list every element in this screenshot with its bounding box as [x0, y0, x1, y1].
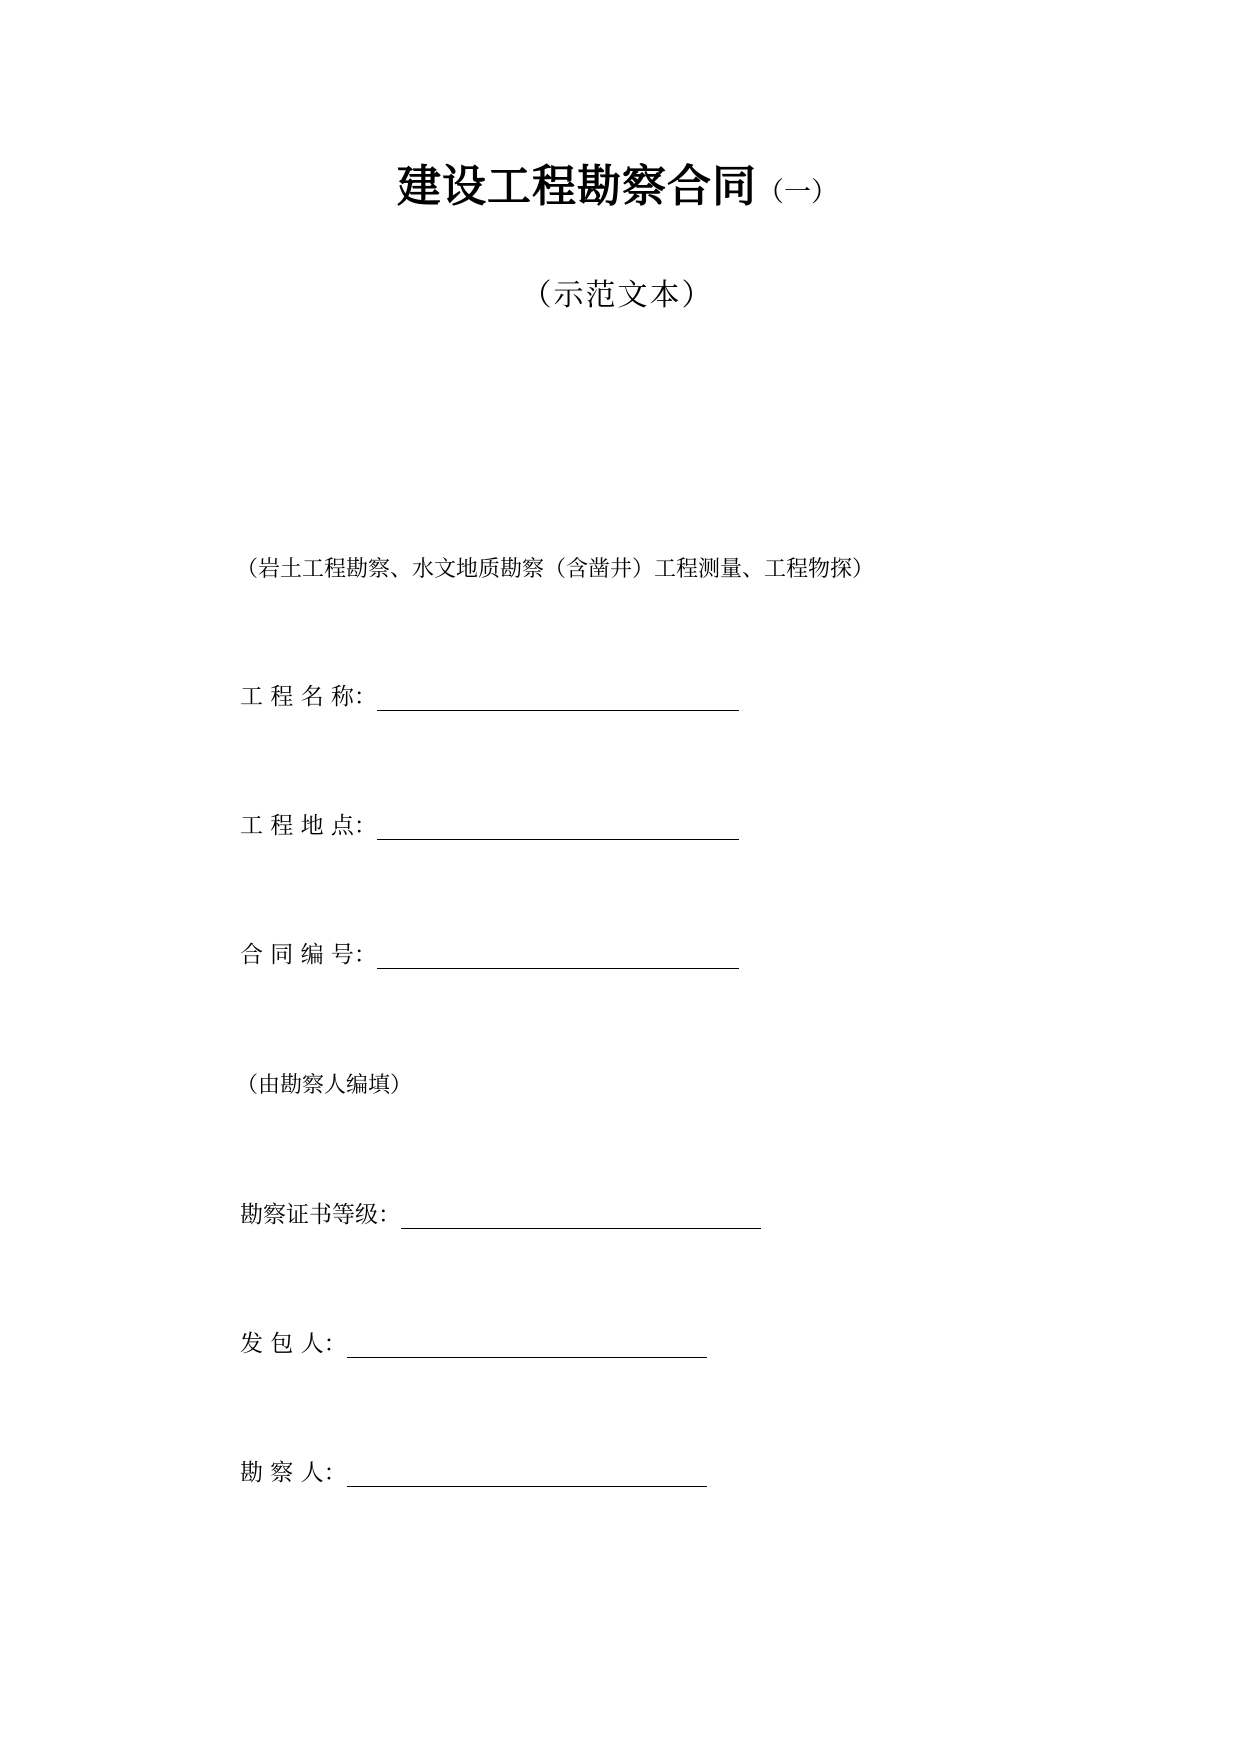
- surveyor-blank[interactable]: [347, 1456, 707, 1487]
- title-suffix: （一）: [757, 177, 838, 208]
- title-main: 建设工程勘察合同: [397, 161, 757, 212]
- project-location-field: [240, 809, 739, 843]
- project-name-field: [240, 680, 739, 714]
- certificate-grade-blank[interactable]: [401, 1198, 761, 1229]
- employer-label: 发 包 人：: [240, 1331, 347, 1357]
- surveyor-label: 勘 察 人：: [240, 1460, 347, 1486]
- document-subtitle: （示范文本）: [521, 278, 714, 313]
- contract-number-blank[interactable]: [377, 938, 739, 969]
- contract-number-label: 合 同 编 号：: [240, 942, 377, 968]
- fill-note: （由勘察人编填）: [236, 1073, 413, 1098]
- surveyor-field: [240, 1456, 707, 1490]
- project-location-blank[interactable]: [377, 809, 739, 840]
- project-location-label: 工 程 地 点：: [240, 813, 377, 839]
- certificate-grade-field: [240, 1198, 761, 1232]
- scope-description: （岩土工程勘察、水文地质勘察（含凿井）工程测量、工程物探）: [236, 557, 875, 582]
- certificate-grade-label: 勘察证书等级：: [240, 1202, 401, 1228]
- employer-field: [240, 1327, 707, 1361]
- employer-blank[interactable]: [347, 1327, 707, 1358]
- project-name-blank[interactable]: [377, 680, 739, 711]
- contract-number-field: [240, 938, 739, 972]
- document-title: [0, 150, 1235, 214]
- project-name-label: 工 程 名 称：: [240, 684, 377, 710]
